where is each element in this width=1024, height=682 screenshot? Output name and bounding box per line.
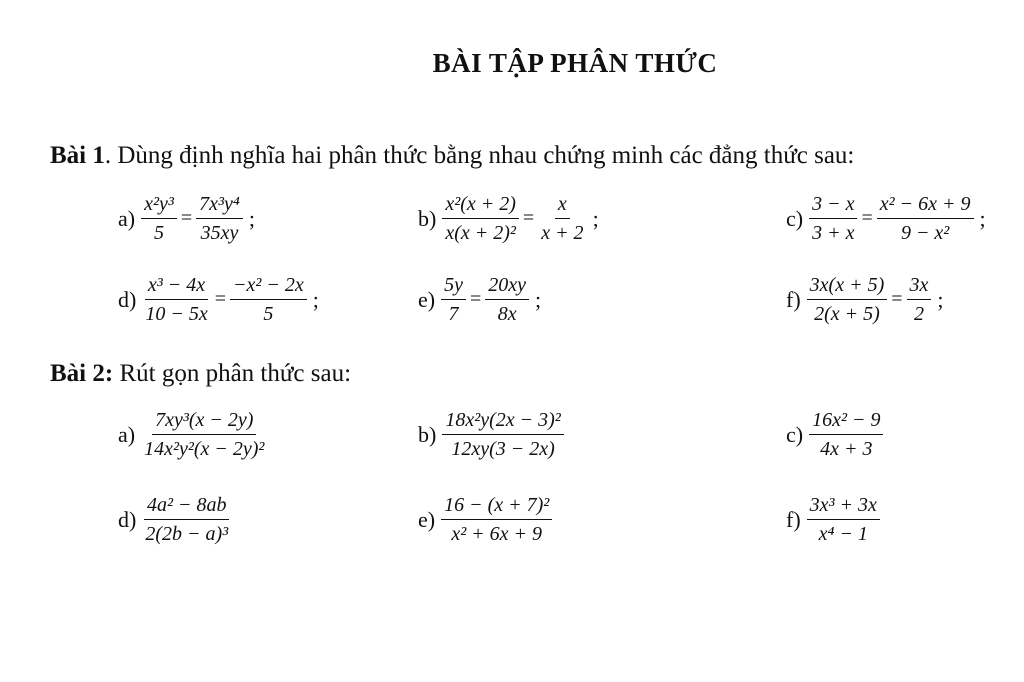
ex1-item-a: a) $\frac{\text{x²y³}}{5}$ = $\frac{\text{7x³y⁴}}{35xy}$ ; — [118, 193, 255, 244]
fraction: $\frac{5y}{7}$ — [441, 273, 466, 326]
fraction: $\frac{\text{3x³ + 3x}}{\text{x⁴ − 1}}$ — [807, 493, 880, 546]
ex1-item-b: b) $\frac{\text{x²(x + 2)}}{\text{x(x + 2)²}}$ = $\frac{x}{x + 2}$ ; — [418, 193, 599, 244]
exercise-2-text: Rút gọn phân thức sau: — [113, 360, 352, 387]
exercise-1-text: . Dùng định nghĩa hai phân thức bằng nhau chứng minh các đẳng thức sau: — [104, 142, 855, 169]
fraction: $\frac{\text{4a² − 8ab}}{\text{2(2b − a)³}}$ — [145, 494, 229, 545]
ex1-item-f: f) $\frac{3x(x + 5)}{2(x + 5)}$ = $\frac{3x}{2}$ ; — [786, 274, 944, 325]
page-title: BÀI TẬP PHÂN THỨC — [432, 48, 718, 78]
fraction: $\frac{20xy}{8x}$ — [485, 273, 529, 326]
fraction: $\frac{\text{7x³y⁴}}{35xy}$ — [196, 192, 243, 245]
fraction: $\frac{\text{16x² − 9}}{4x + 3}$ — [809, 408, 883, 461]
exercise-2-heading — [50, 360, 351, 388]
fraction: $\frac{\text{16 − (x + 7)²}}{\text{x² + 6x + 9}}$ — [441, 493, 552, 546]
fraction: $\frac{3x(x + 5)}{2(x + 5)}$ — [807, 273, 888, 326]
ex2-item-a: a) $\frac{\text{7xy³(x − 2y)}}{\text{14x²y²(x − 2y)²}}$ — [118, 408, 267, 461]
ex2-item-e: e) $\frac{\text{16 − (x + 7)²}}{\text{x² + 6x + 9}}$ — [418, 493, 552, 546]
fraction: $\frac{\text{x²(x + 2)}}{\text{x(x + 2)²}}$ — [442, 192, 519, 245]
ex2-item-b: b) $\frac{\text{18x²y(2x − 3)²}}{12xy(3 - 2x)}$ — [418, 408, 564, 461]
fraction: $\frac{\text{7xy³(x − 2y)}}{\text{14x²y²(x − 2y)²}}$ — [144, 409, 265, 460]
ex1-item-e: e) $\frac{5y}{7}$ = $\frac{20xy}{8x}$ ; — [418, 274, 542, 325]
fraction: $\frac{3 - x}{3 + x}$ — [809, 192, 857, 245]
exercise-1-heading — [50, 142, 854, 170]
fraction: $\frac{\text{x²y³}}{5}$ — [141, 192, 177, 245]
ex2-item-c: c) $\frac{\text{16x² − 9}}{4x + 3}$ — [786, 408, 883, 461]
fraction: $\frac{\text{x³ − 4x}}{10 - 5x}$ — [145, 274, 208, 325]
fraction: $\frac{\text{x² − 6x + 9}}{\text{9 − x²}}$ — [877, 192, 974, 245]
fraction: $\frac{x}{x + 2}$ — [541, 193, 584, 244]
exercise-2-label: Bài 2: — [50, 360, 114, 387]
exercise-1-label: Bài 1 — [50, 142, 105, 169]
fraction: $\frac{\text{−x² − 2x}}{5}$ — [230, 273, 307, 326]
fraction: $\frac{3x}{2}$ — [907, 273, 932, 326]
fraction: $\frac{\text{18x²y(2x − 3)²}}{12xy(3 - 2x)}$ — [442, 408, 563, 461]
ex1-item-c: c) $\frac{3 - x}{3 + x}$ = $\frac{\text{x² − 6x + 9}}{\text{9 − x²}}$ ; — [786, 193, 986, 244]
ex2-item-d: d) $\frac{\text{4a² − 8ab}}{\text{2(2b − a)³}}$ — [118, 493, 231, 546]
ex2-item-f: f) $\frac{\text{3x³ + 3x}}{\text{x⁴ − 1}}$ — [786, 493, 880, 546]
ex1-item-d: d) $\frac{\text{x³ − 4x}}{10 - 5x}$ = $\frac{\text{−x² − 2x}}{5}$ ; — [118, 274, 319, 325]
